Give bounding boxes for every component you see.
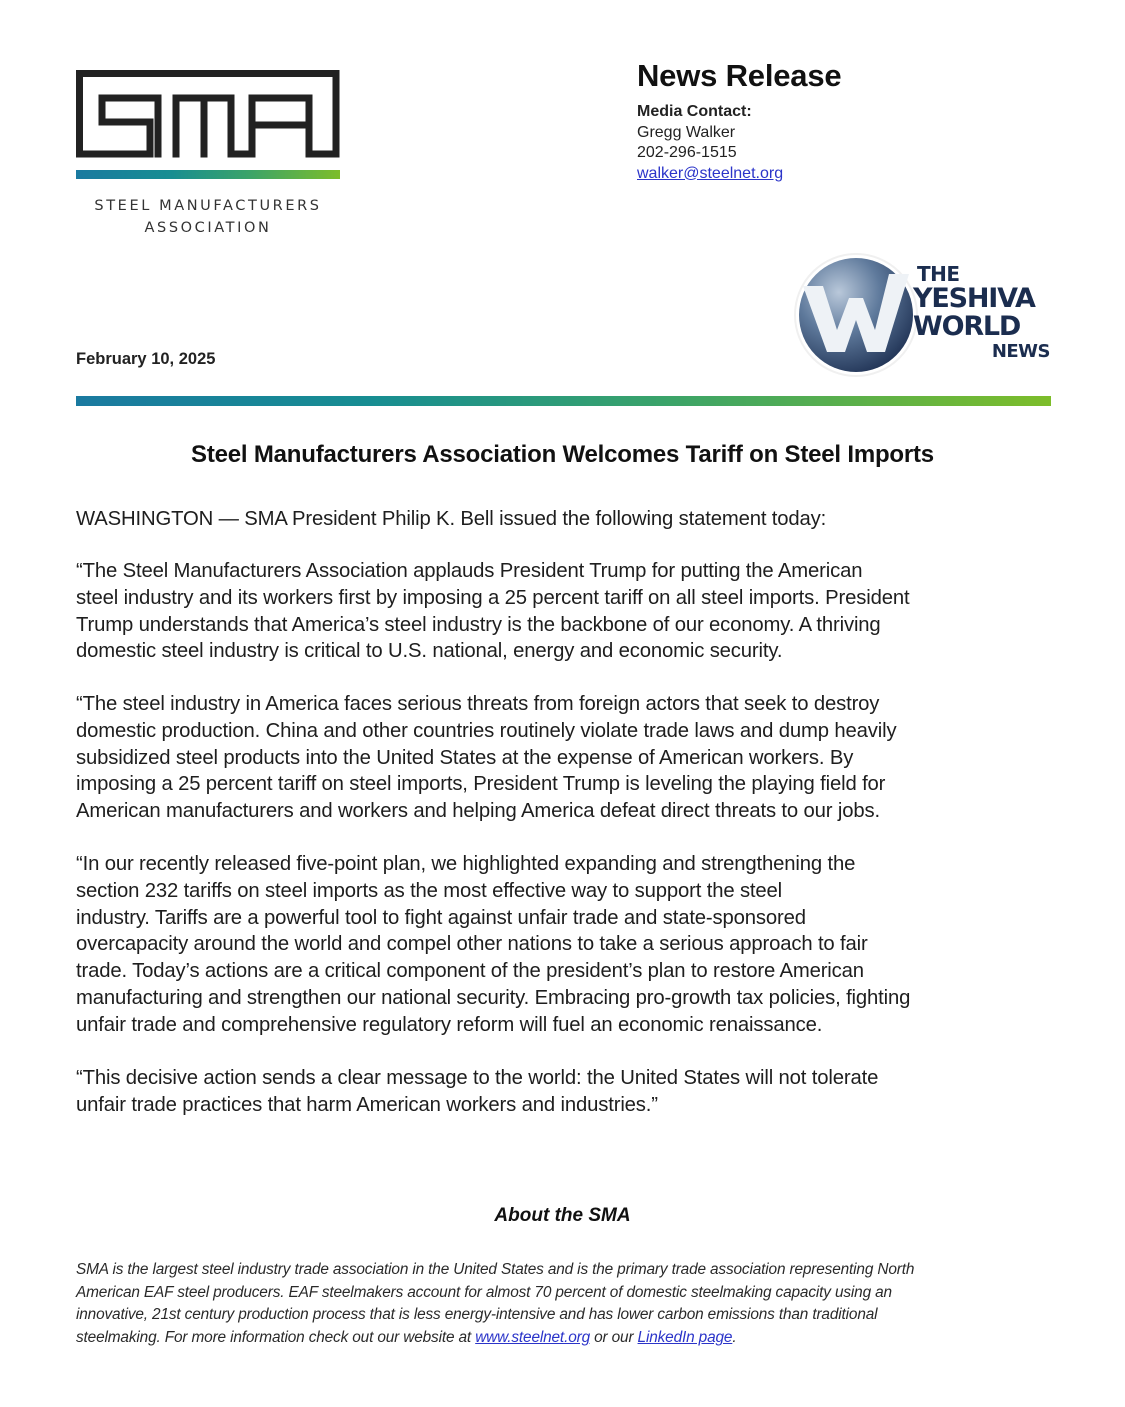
media-contact-block [637, 102, 783, 184]
gradient-divider [76, 396, 1051, 406]
paragraph-line: imposing a 25 percent tariff on steel imports, President Trump is leveling the playing field for [76, 773, 886, 796]
about-text: . [732, 1329, 737, 1347]
paragraph-line: “The Steel Manufacturers Association applauds President Trump for putting the American [76, 560, 863, 582]
about-line-last [76, 1327, 1066, 1350]
release-date: February 10, 2025 [76, 350, 216, 368]
sma-logo [76, 70, 340, 182]
org-name [76, 195, 340, 239]
statement-paragraph-3 [76, 851, 1066, 1039]
sma-logo-bar [76, 170, 340, 179]
media-contact-phone: 202-296-1515 [637, 144, 737, 161]
media-contact-email-link[interactable]: walker@steelnet.org [637, 164, 784, 182]
statement-paragraph-1 [76, 558, 1066, 665]
paragraph-line: industry. Tariffs are a powerful tool to fight against unfair trade and state-sponsored [76, 906, 806, 929]
about-text: or our [589, 1329, 638, 1347]
yeshiva-world-wordmark [900, 263, 1052, 363]
paragraph-line: manufacturing and strengthen our national security. Embracing pro-growth tax policies, fighting [76, 986, 911, 1009]
about-line: American EAF steel producers. EAF steelmakers account for almost 70 percent of domestic steelmaking capacity using an [76, 1283, 892, 1301]
about-text: steelmaking. For more information check out our website at [76, 1329, 476, 1347]
paragraph-line: Trump understands that America’s steel industry is the backbone of our economy. A thriving [76, 613, 881, 636]
paragraph-line: “The steel industry in America faces serious threats from foreign actors that seek to destroy [76, 693, 880, 715]
wordmark-line-world: WORLD [913, 311, 1021, 342]
org-name-line1: STEEL MANUFACTURERS [94, 198, 322, 214]
paragraph-line: steel industry and its workers first by imposing a 25 percent tariff on all steel imports. President [76, 586, 910, 609]
wordmark-line-yeshiva: YESHIVA [913, 283, 1035, 314]
paragraph-line: domestic steel industry is critical to U.S. national, energy and economic security. [76, 640, 783, 663]
paragraph-line: domestic production. China and other countries routinely violate trade laws and dump heavily [76, 719, 897, 742]
about-title: About the SMA [494, 1205, 631, 1226]
statement-paragraph-2 [76, 691, 1066, 825]
paragraph-line: trade. Today’s actions are a critical component of the president’s plan to restore American [76, 960, 864, 983]
news-release-title: News Release [637, 58, 842, 93]
media-contact-name: Gregg Walker [637, 123, 736, 141]
paragraph-line: unfair trade and comprehensive regulatory reform will fuel an economic renaissance. [76, 1013, 823, 1036]
about-line: SMA is the largest steel industry trade association in the United States and is the primary trade association representing North [76, 1261, 915, 1278]
paragraph-line: “This decisive action sends a clear message to the world: the United States will not tolerate [76, 1067, 879, 1089]
paragraph-line: subsidized steel products into the United States at the expense of American workers. By [76, 746, 854, 769]
about-line: innovative, 21st century production process that is less energy-intensive and has lower carbon emissions than traditional [76, 1306, 878, 1324]
intro-paragraph: WASHINGTON — SMA President Philip K. Bell issued the following statement today: [76, 508, 827, 530]
org-name-line2: ASSOCIATION [144, 220, 272, 236]
linkedin-link[interactable]: LinkedIn page [637, 1329, 733, 1347]
wordmark-line-the: THE [917, 262, 960, 286]
statement-paragraph-4 [76, 1065, 1066, 1119]
paragraph-line: section 232 tariffs on steel imports as the most effective way to support the steel [76, 879, 783, 902]
paragraph-line: American manufacturers and workers and helping America defeat direct threats to our jobs. [76, 800, 880, 823]
about-body [76, 1259, 1066, 1350]
wordmark-line-news: NEWS [991, 341, 1050, 362]
media-contact-label: Media Contact: [637, 103, 752, 120]
paragraph-line: overcapacity around the world and compel other nations to take a serious approach to fair [76, 933, 868, 956]
website-link[interactable]: www.steelnet.org [475, 1329, 590, 1347]
headline: Steel Manufacturers Association Welcomes Tariff on Steel Imports [191, 441, 934, 468]
paragraph-line: “In our recently released five-point plan, we highlighted expanding and strengthening the [76, 853, 856, 875]
paragraph-line: unfair trade practices that harm American workers and industries.” [76, 1093, 658, 1116]
